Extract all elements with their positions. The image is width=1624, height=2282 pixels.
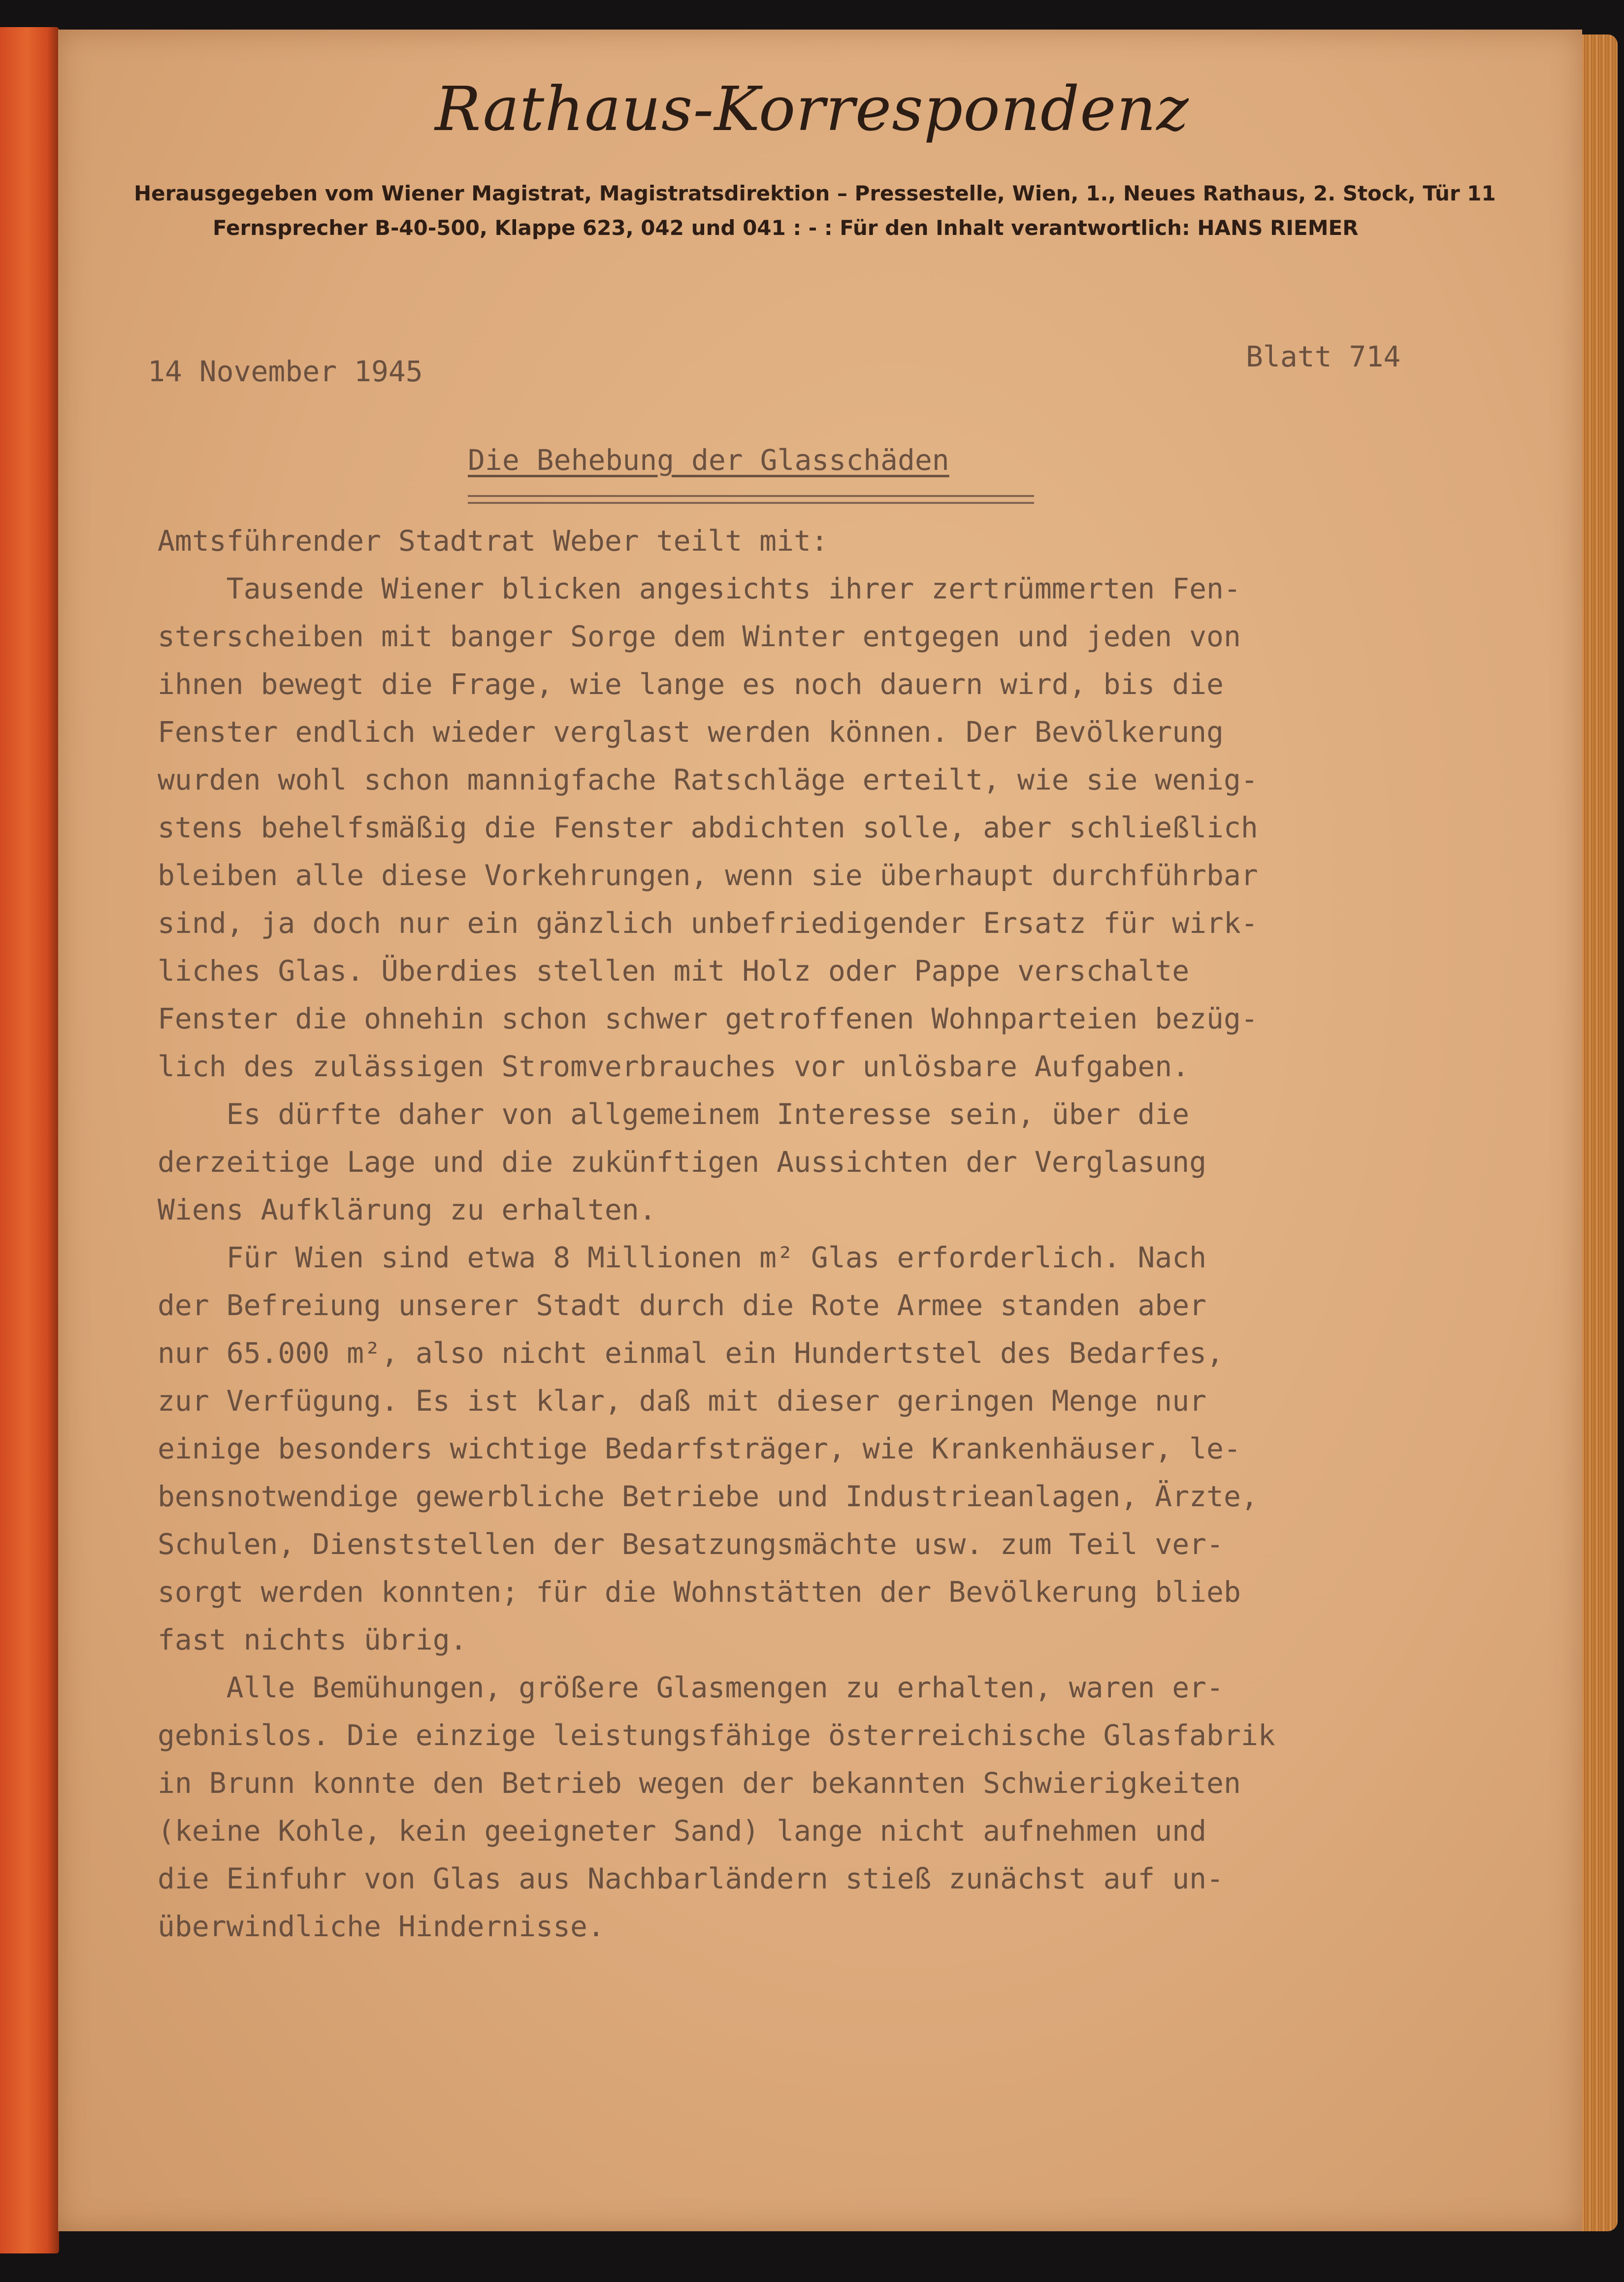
body-line: einige besonders wichtige Bedarfsträger, wie Krankenhäuser, le- <box>158 1432 1241 1465</box>
body-line: (keine Kohle, kein geeigneter Sand) lange nicht aufnehmen und <box>158 1814 1207 1848</box>
body-line: die Einfuhr von Glas aus Nachbarländern stieß zunächst auf un- <box>158 1862 1224 1895</box>
book-spine <box>0 27 59 2253</box>
body-line: Alle Bemühungen, größere Glasmengen zu erhalten, waren er- <box>158 1671 1224 1704</box>
body-line: Für Wien sind etwa 8 Millionen m² Glas erforderlich. Nach <box>158 1241 1207 1274</box>
body-line: der Befreiung unserer Stadt durch die Rote Armee standen aber <box>158 1289 1207 1322</box>
body-line: bleiben alle diese Vorkehrungen, wenn sie überhaupt durchführbar <box>158 859 1258 892</box>
body-line: derzeitige Lage und die zukünftigen Aussichten der Verglasung <box>158 1145 1207 1179</box>
body-line: stens behelfsmäßig die Fenster abdichten solle, aber schließlich <box>158 811 1258 844</box>
body-line: zur Verfügung. Es ist klar, daß mit dieser geringen Menge nur <box>158 1384 1207 1418</box>
body-line: bensnotwendige gewerbliche Betriebe und Industrieanlagen, Ärzte, <box>158 1480 1258 1513</box>
body-line: ihnen bewegt die Frage, wie lange es noch dauern wird, bis die <box>158 667 1224 701</box>
body-line: sind, ja doch nur ein gänzlich unbefriedigender Ersatz für wirk- <box>158 906 1258 940</box>
body-line: Amtsführender Stadtrat Weber teilt mit: <box>158 524 828 558</box>
body-line: Fenster endlich wieder verglast werden können. Der Bevölkerung <box>158 715 1224 749</box>
body-line: Schulen, Dienststellen der Besatzungsmächte usw. zum Teil ver- <box>158 1527 1224 1561</box>
body-line: nur 65.000 m², also nicht einmal ein Hundertstel des Bedarfes, <box>158 1336 1224 1370</box>
body-line: sorgt werden konnten; für die Wohnstätten der Bevölkerung blieb <box>158 1575 1241 1609</box>
body-line: lich des zulässigen Stromverbrauches vor unlösbare Aufgaben. <box>158 1050 1190 1083</box>
body-line: gebnislos. Die einzige leistungsfähige österreichische Glasfabrik <box>158 1719 1275 1752</box>
body-line: wurden wohl schon mannigfache Ratschläge erteilt, wie sie wenig- <box>158 763 1258 796</box>
body-line: liches Glas. Überdies stellen mit Holz oder Pappe verschalte <box>158 954 1190 988</box>
body-line: in Brunn konnte den Betrieb wegen der bekannten Schwierigkeiten <box>158 1766 1241 1800</box>
article-heading: Die Behebung der Glasschäden <box>468 443 949 477</box>
body-line: Fenster die ohnehin schon schwer getroffenen Wohnparteien bezüg- <box>158 1002 1258 1035</box>
masthead-title: Rathaus-Korrespondenz <box>435 74 1189 145</box>
sheet-number: Blatt 714 <box>1246 340 1401 373</box>
body-line: überwindliche Hindernisse. <box>158 1910 605 1943</box>
body-line: Tausende Wiener blicken angesichts ihrer zertrümmerten Fen- <box>158 572 1241 605</box>
document-date: 14 November 1945 <box>148 355 423 388</box>
body-line: sterscheiben mit banger Sorge dem Winter entgegen und jeden von <box>158 620 1241 653</box>
page-edges <box>1578 34 1618 2231</box>
article-body <box>158 517 1497 1951</box>
body-line: Es dürfte daher von allgemeinem Interesse sein, über die <box>158 1097 1190 1131</box>
body-line: Wiens Aufklärung zu erhalten. <box>158 1193 656 1226</box>
body-line: fast nichts übrig. <box>158 1623 467 1656</box>
heading-double-rule <box>468 495 1034 504</box>
masthead-publisher-line: Herausgegeben vom Wiener Magistrat, Magistratsdirektion – Pressestelle, Wien, 1., Neues Rathaus, 2. Stock, Tür 11 <box>134 181 1496 205</box>
masthead-contact-line: Fernsprecher B-40-500, Klappe 623, 042 und 041 : - : Für den Inhalt verantwortlich: HANS RIEMER <box>213 216 1359 240</box>
